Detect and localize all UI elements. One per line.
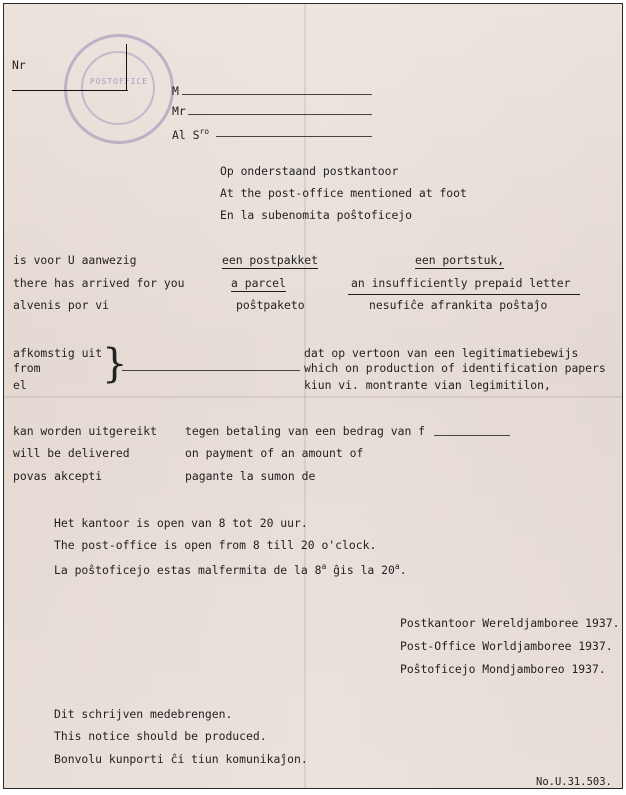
footer-eo: Bonvolu kunporti ĉi tiun komunikaĵon. xyxy=(54,752,308,766)
origin-eo: el xyxy=(13,378,27,392)
payment-en: on payment of an amount of xyxy=(185,446,364,460)
footer-nl: Dit schrijven medebrengen. xyxy=(54,707,233,721)
payment-eo: pagante la sumon de xyxy=(185,469,316,483)
intro-nl: Op onderstaand postkantoor xyxy=(220,164,399,178)
delivery-eo: povas akcepti xyxy=(13,469,103,483)
postmark-stamp xyxy=(64,34,174,144)
mr-line xyxy=(188,114,372,115)
postal-notice xyxy=(3,3,623,789)
origin-en: from xyxy=(13,361,41,375)
postmark-text: POSTOFFICE xyxy=(89,77,149,86)
parcel-eo: poŝtpaketo xyxy=(236,298,305,312)
letter-eo: nesufiĉe afrankita poŝtaĵo xyxy=(369,298,548,312)
office-en: Post-Office Worldjamboree 1937. xyxy=(400,639,613,653)
parcel-nl: een postpakket xyxy=(222,253,319,267)
letter-nl: een portstuk, xyxy=(415,253,505,267)
m-label: M xyxy=(172,84,179,98)
postmark-inner-ring xyxy=(81,51,155,125)
al-label: Al $S^{ro}$ xyxy=(172,127,210,142)
identify-nl: dat op vertoon van een legitimatiebewijs xyxy=(304,346,579,360)
intro-en: At the post-office mentioned at foot xyxy=(220,186,467,200)
office-nl: Postkantoor Wereldjamboree 1937. xyxy=(400,616,620,630)
letter-underline xyxy=(348,294,580,295)
al-line xyxy=(216,136,372,137)
intro-eo: En la subenomita poŝtoficejo xyxy=(220,208,413,222)
amount-line xyxy=(434,435,510,436)
fold-line xyxy=(4,396,622,398)
letter-en: an insufficiently prepaid letter xyxy=(351,276,571,290)
footer-en: This notice should be produced. xyxy=(54,729,267,743)
payment-nl: tegen betaling van een bedrag van f xyxy=(185,424,426,438)
identify-eo: kiun vi. montrante vian legimitilon, xyxy=(304,378,551,392)
nr-box-side xyxy=(126,44,127,91)
delivery-nl: kan worden uitgereikt xyxy=(13,424,158,438)
nr-label: Nr xyxy=(12,58,26,72)
form-number: No.U.31.503. xyxy=(536,776,612,788)
office-eo: Poŝtoficejo Mondjamboreo 1937. xyxy=(400,662,606,676)
m-line xyxy=(182,94,372,95)
identify-en: which on production of identification papers xyxy=(304,361,606,375)
hours-nl: Het kantoor is open van 8 tot 20 uur. xyxy=(54,516,308,530)
arrived-nl: is voor U aanwezig xyxy=(13,253,137,267)
arrived-eo: alvenis por vi xyxy=(13,298,110,312)
nr-box-bottom xyxy=(12,90,128,91)
origin-line xyxy=(122,370,300,371)
hours-eo: La poŝtoficejo estas malfermita de la 8$^a$ ĝis la 20$^a$. xyxy=(54,562,407,577)
origin-brace: } xyxy=(102,341,128,387)
arrived-en: there has arrived for you xyxy=(13,276,185,290)
delivery-en: will be delivered xyxy=(13,446,130,460)
origin-nl: afkomstig uit xyxy=(13,346,103,360)
mr-label: Mr xyxy=(172,104,186,118)
parcel-en: a parcel xyxy=(231,276,286,290)
hours-en: The post-office is open from 8 till 20 o'clock. xyxy=(54,538,377,552)
